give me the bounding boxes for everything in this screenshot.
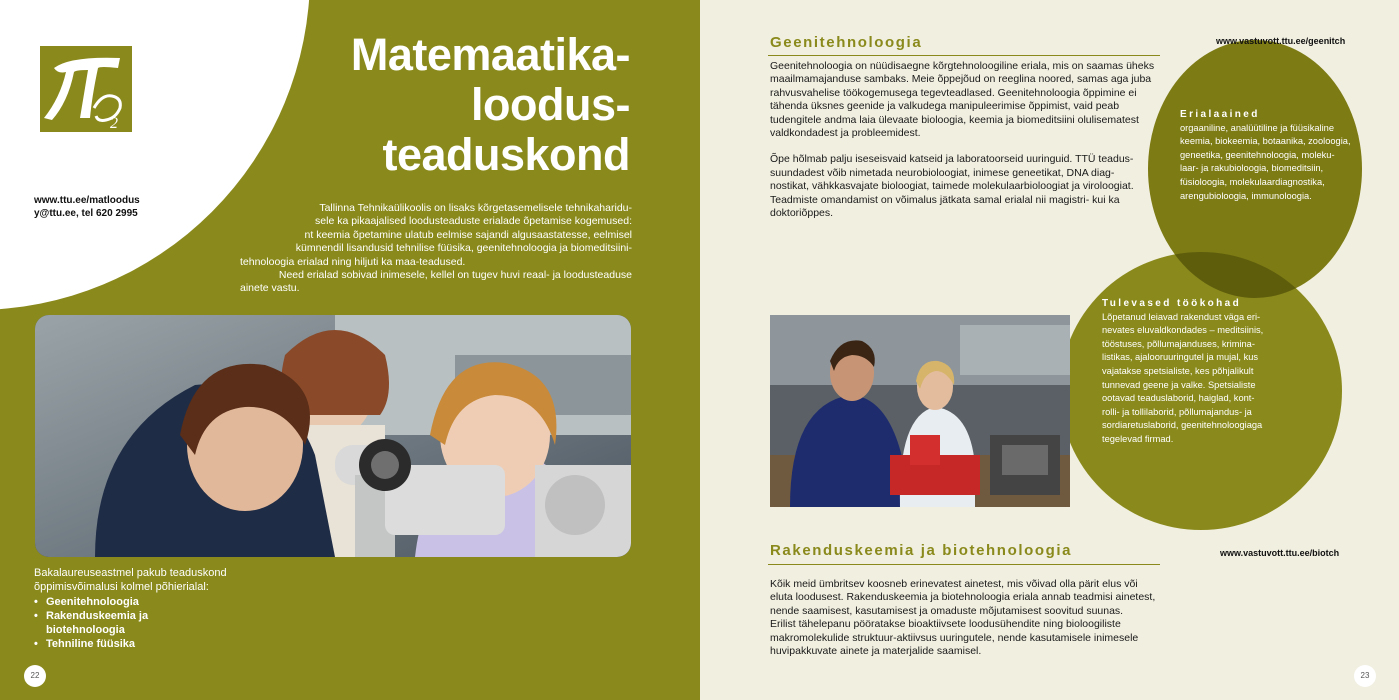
program-item-technical-physics: • Tehniline füüsika (34, 637, 234, 651)
intro-line: sele ka pikaajalised loodusteaduste erialade õpetamise kogemused: (315, 215, 632, 228)
program-list (34, 595, 234, 651)
svg-text:2: 2 (110, 115, 118, 132)
jobs-line: tööstuses, põllumajanduses, krimina- (1102, 338, 1255, 349)
bachelor-intro-line: Bakalaureuseastmel pakub teaduskond (34, 567, 227, 579)
page-number-right: 23 (1354, 665, 1376, 687)
gene-text-line: suundadest võib nimetada neurobioloogiat, inimese geneetikat, DNA diag- (770, 166, 1115, 179)
gene-text-line: Õpe hõlmab palju iseseisvaid katseid ja laboratoorseid uuringuid. TTÜ teadus- (770, 153, 1134, 166)
biotech-text-line: Kõik meid ümbritsev koosneb erinevatest ainetest, mis võivad olla pärit elus või (770, 578, 1138, 590)
program-item-applied-chemistry (34, 609, 234, 637)
subjects-line: keemia, biokeemia, botaanika, zooloogia, (1180, 136, 1351, 147)
biotech-section-heading: Rakenduskeemia ja biotehnoloogia (770, 542, 1073, 559)
jobs-line: listikas, ajalooruuringutel ja mujal, kus (1102, 352, 1259, 363)
lab-photo-illustration (35, 315, 631, 557)
right-page (700, 0, 1399, 700)
gene-text-line: tudengitele andma laia ülevaate bioloogia, keemia ja biomeditsiini olulisematest (770, 113, 1139, 126)
gene-text-line: tähenda üksnes geenide ja valkudega manipuleerimise õppimist, vaid peab (770, 100, 1120, 113)
page-number-left: 22 (24, 665, 46, 687)
gene-heading-rule (768, 55, 1160, 56)
jobs-line: ootavad teaduslaborid, haiglad, kont- (1102, 393, 1255, 404)
intro-line: ainete vastu. (240, 282, 300, 295)
intro-line: Need erialad sobivad inimesele, kellel on tugev huvi reaal- ja loodusteaduse (278, 269, 632, 282)
researchers-photo-illustration (770, 315, 1070, 507)
subjects-line: geneetika, geenitehnoloogia, moleku- (1180, 149, 1335, 160)
biotech-section-text (770, 578, 1170, 658)
intro-line: nt keemia õpetamine ulatub eelmise sajandi algusaastatesse, eelmisel (304, 228, 632, 241)
biotech-heading-rule (768, 564, 1160, 565)
subjects-line: laar- ja rakubioloogia, biomeditsiin, (1180, 163, 1324, 174)
intro-line: kümnendil lisandusid tehnilise füüsika, geenitehnoloogia ja biomeditsiini- (295, 242, 632, 255)
circle-overlap-fill (1148, 252, 1342, 298)
jobs-line: rolli- ja tollilaborid, põllumajandus- ja (1102, 406, 1252, 417)
gene-text-line: rahvusvahelise töökogemusega tegevteadlased. Geenitehnoloogia õppimine ei (770, 86, 1137, 99)
program-item-genetic-engineering: • Geenitehnoloogia (34, 595, 234, 609)
gene-section-heading: Geenitehnoloogia (770, 34, 923, 51)
biotech-text-line: makromolekulide struktuur-aktiivsus uuringutele, nende kasutamisele inimesele (770, 631, 1139, 644)
biotech-text-line: Erilist tähelepanu pööratakse bioaktiivsete loodusühendite ning bioloogiliste (770, 618, 1121, 631)
title-line: Matemaatika- (350, 29, 630, 80)
intro-line: tehnoloogia erialad ning hiljuti ka maa-teadused. (240, 255, 466, 268)
gene-text-line: Geenitehnoloogia on nüüdisaegne kõrgtehnoloogiline eriala, mis on saamas üheks (770, 60, 1155, 72)
jobs-heading: Tulevased töökohad (1102, 298, 1242, 309)
jobs-line: vajatakse spetsialiste, kes põhjalikult (1102, 365, 1254, 376)
jobs-line: tegelevad firmad. (1102, 433, 1174, 444)
gene-text-line: doktoriõppes. (770, 207, 834, 220)
gene-text-line: Teadmiste omandamist on võimalus jätkata samal erialal nii magistri- kui ka (770, 193, 1120, 206)
faculty-contact (34, 194, 140, 220)
lab-students-photo (35, 315, 631, 557)
page-title (351, 30, 630, 180)
subjects-line: arengubioloogia, immunoloogia. (1180, 190, 1312, 201)
biotech-section-url[interactable]: www.vastuvott.ttu.ee/biotch (1220, 548, 1340, 558)
faculty-email-phone: y@ttu.ee, tel 620 2995 (34, 208, 138, 219)
jobs-line: tunnevad geene ja valke. Spetsialiste (1102, 379, 1256, 390)
intro-line: Tallinna Tehnikaülikoolis on lisaks kõrgetasemelisele tehnikaharidu- (319, 202, 632, 214)
program-label-cont: biotehnoloogia (46, 624, 125, 636)
biotech-text-line: huvipakkuvate ainete ja materjalide saamisel. (770, 645, 982, 658)
subjects-heading: Erialaained (1180, 109, 1260, 120)
gene-text-line: valdkondadest ja probleemidest. (770, 127, 921, 140)
jobs-line: sordiaretuslaborid, geenitehnoloogiaga (1102, 420, 1263, 431)
intro-paragraph (240, 202, 632, 296)
jobs-line: nevates eluvaldkondades – meditsiinis, (1102, 325, 1264, 336)
bachelor-intro-line: õppimisvõimalusi kolmel põhierialal: (34, 581, 209, 593)
program-label: Rakenduskeemia ja (46, 610, 149, 622)
biotech-text-line: eluta loodusest. Rakenduskeemia ja biotehnoloogia eriala annab teadmisi ainetest, (770, 591, 1156, 604)
subjects-line: orgaaniline, analüütiline ja füüsikaline (1180, 122, 1335, 133)
subjects-box (1180, 108, 1350, 203)
title-line: teaduskond (382, 129, 630, 180)
gene-section-url[interactable]: www.vastuvott.ttu.ee/geenitch (1216, 36, 1346, 46)
biotech-text-line: nende saamisest, kasutamisest ja omaduste mõjutamisest soovitud suunas. (770, 604, 1124, 617)
subjects-line: füsioloogia, molekulaardiagnostika, (1180, 176, 1325, 187)
gene-text-line: nostikat, vähkkasvajate bioloogiat, taimede molekulaarbioloogiat ja viroloogiat. (770, 180, 1134, 193)
paragraph-gap (770, 140, 1160, 153)
gene-section-text (770, 60, 1160, 220)
gene-text-line: maailmamajanduse sambaks. Meie õppejõud on reeglina noored, samas aga juba (770, 73, 1152, 86)
jobs-box (1102, 297, 1334, 447)
faculty-url[interactable]: www.ttu.ee/matloodus (34, 195, 140, 206)
title-line: loodus- (471, 79, 630, 130)
lab-researchers-photo (770, 315, 1070, 507)
bachelor-programs (34, 566, 234, 651)
pi-logo-icon (40, 46, 132, 132)
jobs-line: Lõpetanud leiavad rakendust väga eri- (1102, 311, 1261, 322)
